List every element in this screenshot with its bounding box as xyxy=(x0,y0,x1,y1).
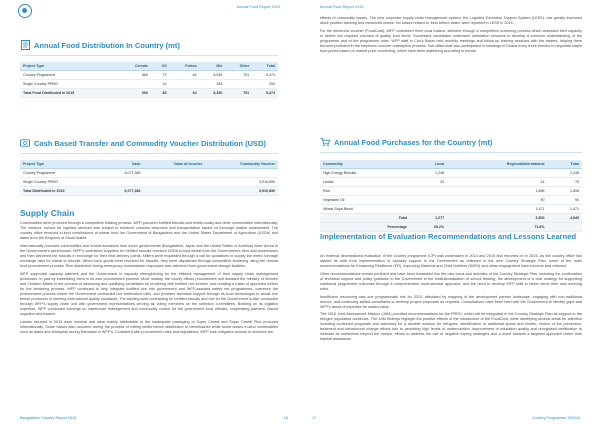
page-number: 16 xyxy=(283,416,288,420)
table-header-row xyxy=(20,62,278,71)
table-cell: 6,077,386 xyxy=(104,187,143,196)
table-row xyxy=(320,196,582,205)
column-header: Value of voucher xyxy=(143,160,205,169)
table-cell: 8,046 xyxy=(200,71,226,80)
table-cell: 90 xyxy=(447,196,547,205)
table-cell: 1,471 xyxy=(548,205,582,214)
table-total-row xyxy=(320,214,582,223)
table-total-row xyxy=(20,89,278,98)
cash-icon xyxy=(20,138,30,148)
table-cell: 791 xyxy=(225,89,252,98)
table-cell xyxy=(410,205,447,214)
table-cell: 10 xyxy=(151,80,170,89)
table-cell: 76 xyxy=(548,178,582,187)
food-distribution-table xyxy=(20,62,278,98)
table-cell: Total xyxy=(320,214,410,223)
food-purchases-title xyxy=(320,137,492,147)
food-purchases-table xyxy=(320,160,582,232)
table-cell: Wheat Soya Blend xyxy=(320,205,410,214)
table-cell: 294 xyxy=(252,80,278,89)
column-header: Regional/International xyxy=(447,160,547,169)
table-cell: 71.8% xyxy=(447,223,547,232)
table-header-row xyxy=(20,160,278,169)
running-head: Annual Food Report 2015 xyxy=(236,5,280,9)
table-cell xyxy=(118,80,151,89)
table-cell: 3,916,890 xyxy=(205,187,278,196)
table-cell: 1,248 xyxy=(548,169,582,178)
supply-chain-body xyxy=(20,221,278,411)
table-cell: 1,248 xyxy=(410,169,447,178)
table-cell xyxy=(225,80,252,89)
table-row xyxy=(320,178,582,187)
table-cell xyxy=(104,178,143,187)
food-distribution-title-text: Annual Food Distribution In Country (mt) xyxy=(34,40,180,50)
table-cell: Single Country PRRO xyxy=(20,178,104,187)
column-header: Cash xyxy=(104,160,143,169)
divider xyxy=(20,153,278,154)
column-header: Commodity xyxy=(320,160,410,169)
table-cell: Rice xyxy=(320,187,410,196)
table-cell: 1,896 xyxy=(548,187,582,196)
table-row xyxy=(20,178,278,187)
table-cell xyxy=(143,169,205,178)
food-distribution-title xyxy=(20,40,180,50)
table-row xyxy=(20,71,278,80)
running-head: Annual Food Report 2015 xyxy=(320,5,364,9)
paragraph: Internationally procured commodities and in-kind donations from donor governments (Bangladesh, Japan and the United States of America) were stored in the Government's warehouses. WFP's contracted suppliers for fortified biscuits received USDA in-kind wheat from the Government's silos and warehouses and then delivered the biscuits in exchange for their final delivery points. Millers were requested through a call for quotations to supply the metric tonnage exchange ratio for wheat to biscuits. When such goods were received for biscuits, they were dispatched through competitive tendering using the normal food procurement process. Rice distributed during emergency humanitarian responses was delivered from government storage facilities. xyxy=(20,243,278,268)
table-cell: 1,471 xyxy=(447,205,547,214)
table-cell: 32 xyxy=(410,178,447,187)
table-row xyxy=(20,169,278,178)
paragraph: An external decentralized evaluation of the country programme (CP) was undertaken in 2014 and 2015 and reported on in 2015. As the country office has started its shift from implementation to capacity support to the Government as reflected in the new Country Strategic Plan, some of the main recommendations for Enhancing Resilience (ER), Improving Maternal and Child Nutrition (IMCN) and urban engagement have become less relevant. xyxy=(320,254,582,269)
document-icon xyxy=(20,40,30,50)
right-page xyxy=(300,0,600,424)
paragraph: Insufficient resourcing was one programmatic risk for 2015, alleviated by mapping of the development partner landscape, engaging with non-traditional donors, and continuing skilled consultants to develop project proposals as required. Consultations have been held with the Government to identify gaps and WFP's areas of expertise for added value. xyxy=(320,294,582,309)
table-cell: 83 xyxy=(151,89,170,98)
table-cell: 284 xyxy=(200,80,226,89)
paragraph: Commodities were procured through a competitive bidding process. WFP procured fortified biscuits and lentils locally and other commodities internationally. The vendors' invoice for logistics services was subject to enhance customs clearance and transportation based on thorough market assessment. The country office received in-kind contributions of wheat from the Government of Bangladesh and the United States Department of Agriculture (USDA) and dates from the Kingdom of Saudi Arabia. xyxy=(20,221,278,241)
supply-chain-heading: Supply Chain xyxy=(20,208,75,218)
column-header: Pulses xyxy=(169,62,199,71)
table-cell: Total Distributed in 2015 xyxy=(20,187,104,196)
paragraph: The 2016 Joint Assessment Mission (JAM) provided recommendations for the PRRO, which will be integrated in the Country Strategic Plan as support to the refugee population continues. The JAM findings highlight the positive effects of the introduction of the FoodCard, while identifying several areas for attention including continued proposals and advocacy for a durable solution for refugees, identification of additional space and shelter, review of the prevention, treatment and behavioural change efforts due to persisting high levels of undernutrition, improvement of education quality and recognised certification to increase its usefulness beyond the camps, efforts to address the use of negative coping strategies and a move towards a targeted approach rather than blanket assistance. xyxy=(320,312,582,342)
table-cell xyxy=(143,187,205,196)
column-header: Commodity Voucher xyxy=(205,160,278,169)
paragraph: For the electronic voucher (FoodCard), WFP contracted three local traders, selected through a competitive screening process which assessed their capacity to deliver the required volumes of quality food items. Successful candidates underwent orientation sessions to develop a common understanding of the programme and of the programme rules. WFP staff in Cox's Bazar held monthly meetings and follow-up training sessions with the traders, helping them become proficient in the electronic voucher redemption process. Sub-office staff also participated in meetings in Dhaka every three months to negotiate staple food prices based on market price monitoring, which have been stabilizing according to trends. xyxy=(320,28,582,53)
table-row xyxy=(320,169,582,178)
table-total-row xyxy=(20,187,278,196)
table-cell: 791 xyxy=(225,71,252,80)
table-cell: 28.2% xyxy=(410,223,447,232)
divider xyxy=(20,55,278,56)
table-cell: 64 xyxy=(169,89,199,98)
divider xyxy=(320,152,582,153)
cart-icon xyxy=(320,137,330,147)
paragraph: effects of commodity losses. The new corporate supply chain management system, the Logistics Execution Support System (LESS), has greatly improved stock position tracking and minimized losses. No losses related to 'best before dates' were reported in LESS in 2015. xyxy=(320,16,582,26)
table-cell: High Energy Biscuits xyxy=(320,169,410,178)
column-header: Mix xyxy=(200,62,226,71)
table-cell: 1,277 xyxy=(410,214,447,223)
table-cell: Total Food Distributed in 2015 xyxy=(20,89,118,98)
column-header: Total xyxy=(252,62,278,71)
table-cell xyxy=(143,178,205,187)
table-cell: 660 xyxy=(118,71,151,80)
table-cell: 44 xyxy=(447,178,547,187)
table-cell: 8,330 xyxy=(200,89,226,98)
table-cell xyxy=(548,223,582,232)
cash-transfer-title-text: Cash Based Transfer and Commodity Voucher Distribution (USD) xyxy=(34,138,266,148)
footer-left: Bangladesh Country Report 2015 xyxy=(20,416,77,420)
table-cell: Vegetable Oil xyxy=(320,196,410,205)
column-header: Project Type xyxy=(20,160,104,169)
food-purchases-title-text: Annual Food Purchases for the Country (mt) xyxy=(334,137,493,147)
table-row xyxy=(20,80,278,89)
table-row xyxy=(320,205,582,214)
wfp-logo-icon xyxy=(18,4,32,18)
cash-transfer-title xyxy=(20,138,266,148)
paragraph: Other recommendations remain pertinent and have been translated into the new focus and activities of the Country Strategic Plan, including the continuation of technical support and policy guidance to the Government in the institutionalization of school feeding; the development of a cost strategy for supporting nutritional programme outcomes through a comprehensive multi-sectoral approach; and the need to develop WFP staff to better serve their new evolving roles. xyxy=(320,271,582,291)
evaluation-heading: Implementation of Evaluation Recommendations and Lessons Learned xyxy=(320,232,577,241)
evaluation-body xyxy=(320,254,582,412)
table-cell: 3,916,890 xyxy=(205,178,278,187)
table-cell xyxy=(205,169,278,178)
table-cell: Percentage xyxy=(320,223,410,232)
table-cell: 9,474 xyxy=(252,71,278,80)
table-cell: Lentils xyxy=(320,178,410,187)
table-cell: 73 xyxy=(151,71,170,80)
table-cell: Country Programme xyxy=(20,71,118,80)
table-cell: 9,474 xyxy=(252,89,278,98)
table-cell: 3,500 xyxy=(447,214,547,223)
table-cell xyxy=(410,196,447,205)
table-cell: Single Country PRRO xyxy=(20,80,118,89)
table-cell: Country Programme xyxy=(20,169,104,178)
page-number: 17 xyxy=(312,416,317,420)
column-header: Total xyxy=(548,160,582,169)
table-cell: 4,845 xyxy=(548,214,582,223)
table-cell xyxy=(410,187,447,196)
table-cell: 90 xyxy=(548,196,582,205)
table-cell xyxy=(169,80,199,89)
table-row xyxy=(320,187,582,196)
table-cell: 660 xyxy=(118,89,151,98)
column-header: Oil xyxy=(151,62,170,71)
column-header: Cereals xyxy=(118,62,151,71)
table-header-row xyxy=(320,160,582,169)
intro-body xyxy=(320,16,582,136)
cash-transfer-table xyxy=(20,160,278,196)
table-cell: 64 xyxy=(169,71,199,80)
column-header: Project Type xyxy=(20,62,118,71)
paragraph: WFP supported capacity partners and the Government in capacity strengthening for the efficient management of their supply chain management processes. In part by embedding them in its own procurement process. Most notably, the county offices procurement unit assisted the ministry of Women and Children Affairs in the process of assessing and qualifying candidates for tendering with fortified rice kernels, and creating a roster of approved millers for the tendering process. WFP continued to help integrate fortified rice into government and WFP-assisted safety net programmes, overseen the procurement process where the Government contracted rice fortification mills, and provides technical support through its food technologist to assist rice kernel producers in meeting international quality standards. The winding work contracting for fortified biscuits and rice for the Government is also conducted through WFP's supply chain unit with government representatives serving as voting members on the selection committees. Building on its logistics expertise, WFP conducted trainings on warehouse management and commodity control for the government food officials, cooperating partners, biscuit suppliers and traders. xyxy=(20,271,278,316)
table-cell xyxy=(447,169,547,178)
column-header: Local xyxy=(410,160,447,169)
column-header: Other xyxy=(225,62,252,71)
footer-right: Country Programme 200243 xyxy=(532,416,580,420)
table-percentage-row xyxy=(320,223,582,232)
table-cell: 6,077,386 xyxy=(104,169,143,178)
paragraph: Losses incurred in 2015 were minimal and were mainly attributable to the inadequate packaging of Super Cereal and Super Cereal Plus procured internationally. Some losses also occurred during the process of milling lentils before distribution to beneficiaries while some losses in-kind commodities such as dates and chickpeas during Ramadan in WFP's. Consistent with procurement rules and regulations, WFP took mitigation actions to minimize the xyxy=(20,319,278,334)
table-cell: 1,896 xyxy=(447,187,547,196)
